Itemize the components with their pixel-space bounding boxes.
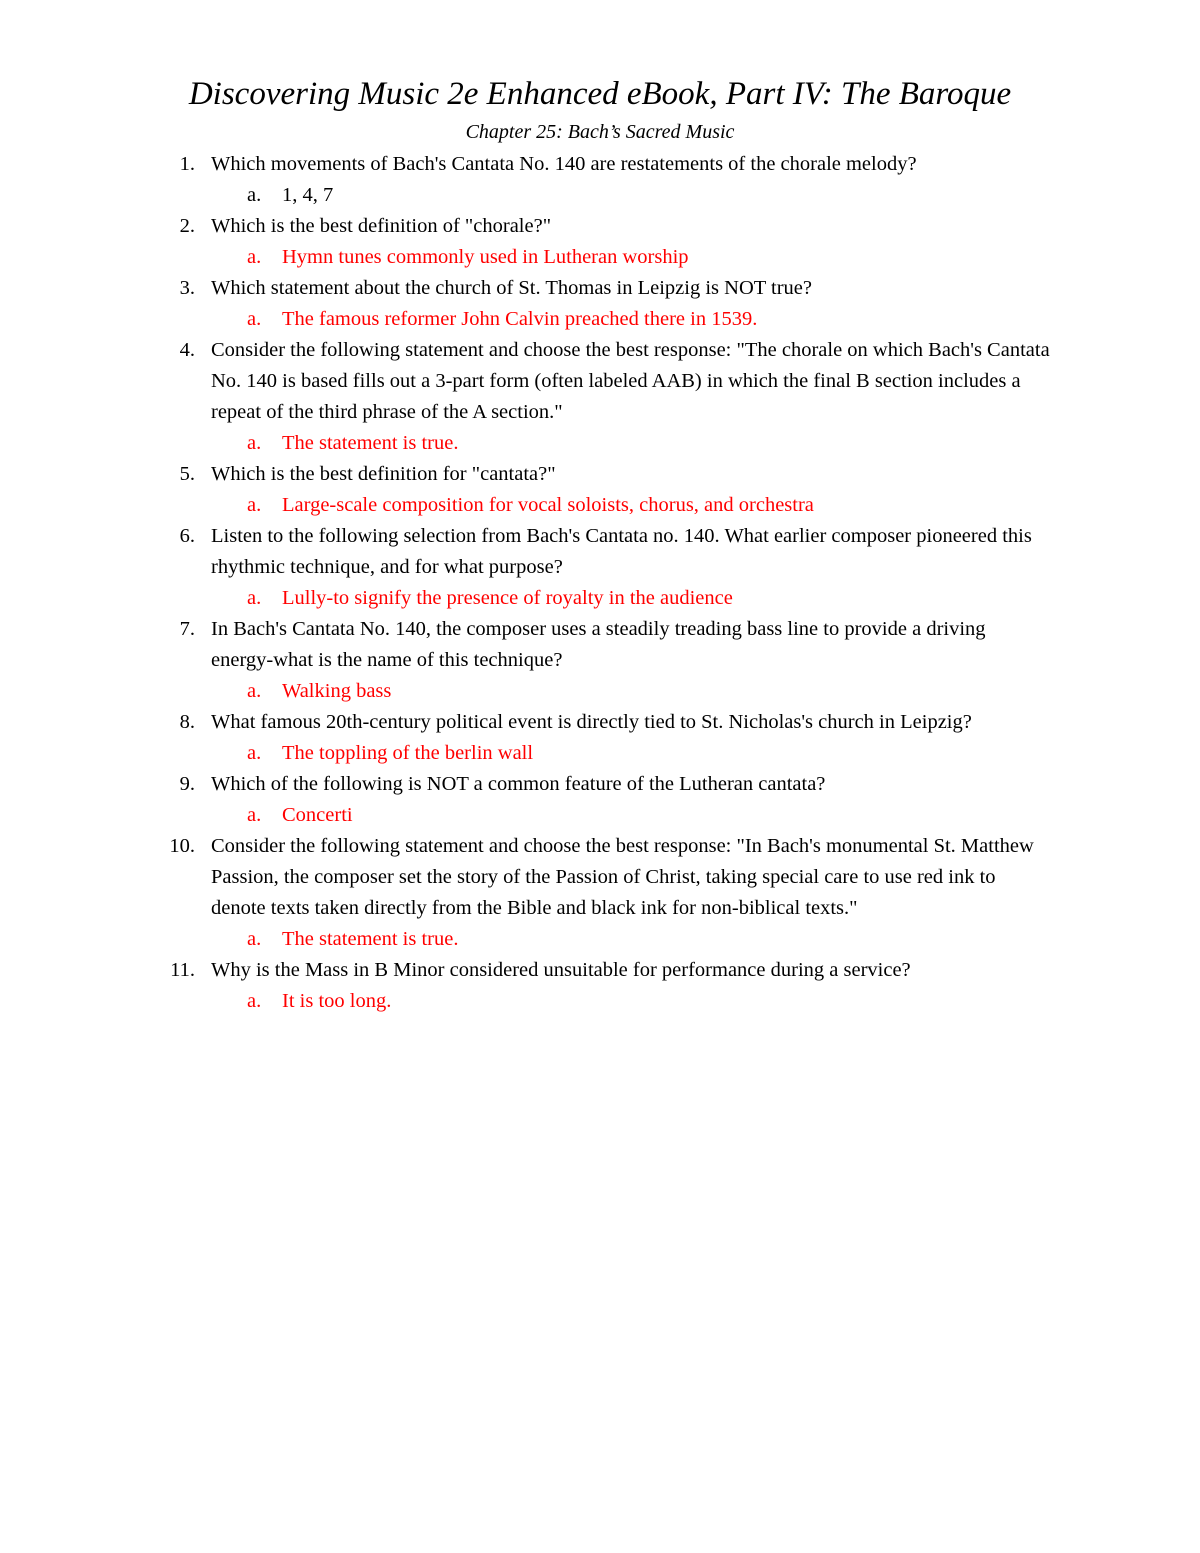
question-number: 2. xyxy=(179,215,195,237)
answer-row xyxy=(0,676,1200,707)
answer-letter: a. xyxy=(247,680,262,702)
question-number: 6. xyxy=(179,525,195,547)
answer-letter: a. xyxy=(247,432,262,454)
question-text: Listen to the following selection from Bach's Cantata no. 140. What earlier composer pioneered this rhythmic technique, and for what purpose? xyxy=(211,525,1032,578)
question-text: In Bach's Cantata No. 140, the composer uses a steadily treading bass line to provide a driving energy-what is the name of this technique? xyxy=(211,618,986,671)
document-title: Discovering Music 2e Enhanced eBook, Part IV: The Baroque xyxy=(188,76,1012,112)
question-item xyxy=(0,211,1200,273)
chapter-subtitle: Chapter 25: Bach’s Sacred Music xyxy=(465,121,735,143)
question-number: 7. xyxy=(179,618,195,640)
question-item xyxy=(0,149,1200,211)
question-text: Which statement about the church of St. Thomas in Leipzig is NOT true? xyxy=(211,277,812,299)
answer-row xyxy=(0,583,1200,614)
answer-row xyxy=(0,242,1200,273)
question-item xyxy=(0,459,1200,521)
answer-row xyxy=(0,490,1200,521)
answer-letter: a. xyxy=(247,990,262,1012)
answer-letter: a. xyxy=(247,928,262,950)
answer-text: The statement is true. xyxy=(282,928,459,950)
answer-text: 1, 4, 7 xyxy=(282,184,334,206)
question-number: 11. xyxy=(170,959,195,981)
question-item xyxy=(0,614,1200,707)
question-item xyxy=(0,769,1200,831)
answer-text: The toppling of the berlin wall xyxy=(282,742,534,764)
answer-row xyxy=(0,800,1200,831)
answer-row xyxy=(0,428,1200,459)
question-number: 5. xyxy=(179,463,195,485)
question-number: 9. xyxy=(179,773,195,795)
answer-letter: a. xyxy=(247,184,262,206)
answer-row xyxy=(0,924,1200,955)
answer-text: It is too long. xyxy=(282,990,392,1012)
answer-letter: a. xyxy=(247,587,262,609)
question-text: Which is the best definition for "cantata?" xyxy=(211,463,556,485)
question-text: Consider the following statement and choose the best response: "The chorale on which Bach's Cantata No. 140 is based fills out a 3-part form (often labeled AAB) in which the final B section includes a repeat of the third phrase of the A section." xyxy=(211,339,1050,423)
question-item xyxy=(0,707,1200,769)
question-item xyxy=(0,335,1200,459)
question-item xyxy=(0,955,1200,1017)
answer-text: Lully-to signify the presence of royalty in the audience xyxy=(282,587,733,609)
answer-text: Concerti xyxy=(282,804,353,826)
answer-row xyxy=(0,986,1200,1017)
answer-letter: a. xyxy=(247,308,262,330)
answer-text: Large-scale composition for vocal soloists, chorus, and orchestra xyxy=(282,494,814,516)
answer-letter: a. xyxy=(247,494,262,516)
question-text: Which of the following is NOT a common feature of the Lutheran cantata? xyxy=(211,773,826,795)
question-number: 3. xyxy=(179,277,195,299)
answer-text: The statement is true. xyxy=(282,432,459,454)
question-text: What famous 20th-century political event is directly tied to St. Nicholas's church in Leipzig? xyxy=(211,711,972,733)
answer-letter: a. xyxy=(247,246,262,268)
question-text: Why is the Mass in B Minor considered unsuitable for performance during a service? xyxy=(211,959,911,981)
answer-text: Walking bass xyxy=(282,680,392,702)
question-number: 10. xyxy=(169,835,195,857)
question-item xyxy=(0,831,1200,955)
answer-letter: a. xyxy=(247,804,262,826)
question-number: 4. xyxy=(179,339,195,361)
question-item xyxy=(0,521,1200,614)
answer-text: The famous reformer John Calvin preached there in 1539. xyxy=(282,308,758,330)
question-number: 1. xyxy=(179,153,195,175)
answer-row xyxy=(0,304,1200,335)
question-text: Which movements of Bach's Cantata No. 140 are restatements of the chorale melody? xyxy=(211,153,917,175)
question-number: 8. xyxy=(179,711,195,733)
question-item xyxy=(0,273,1200,335)
answer-letter: a. xyxy=(247,742,262,764)
question-list xyxy=(0,149,1200,1017)
question-text: Which is the best definition of "chorale?" xyxy=(211,215,552,237)
answer-row xyxy=(0,180,1200,211)
answer-text: Hymn tunes commonly used in Lutheran worship xyxy=(282,246,689,268)
question-text: Consider the following statement and choose the best response: "In Bach's monumental St. Matthew Passion, the composer set the story of the Passion of Christ, taking special care to use red ink to denote texts taken directly from the Bible and black ink for non-biblical texts." xyxy=(211,835,1034,919)
answer-row xyxy=(0,738,1200,769)
